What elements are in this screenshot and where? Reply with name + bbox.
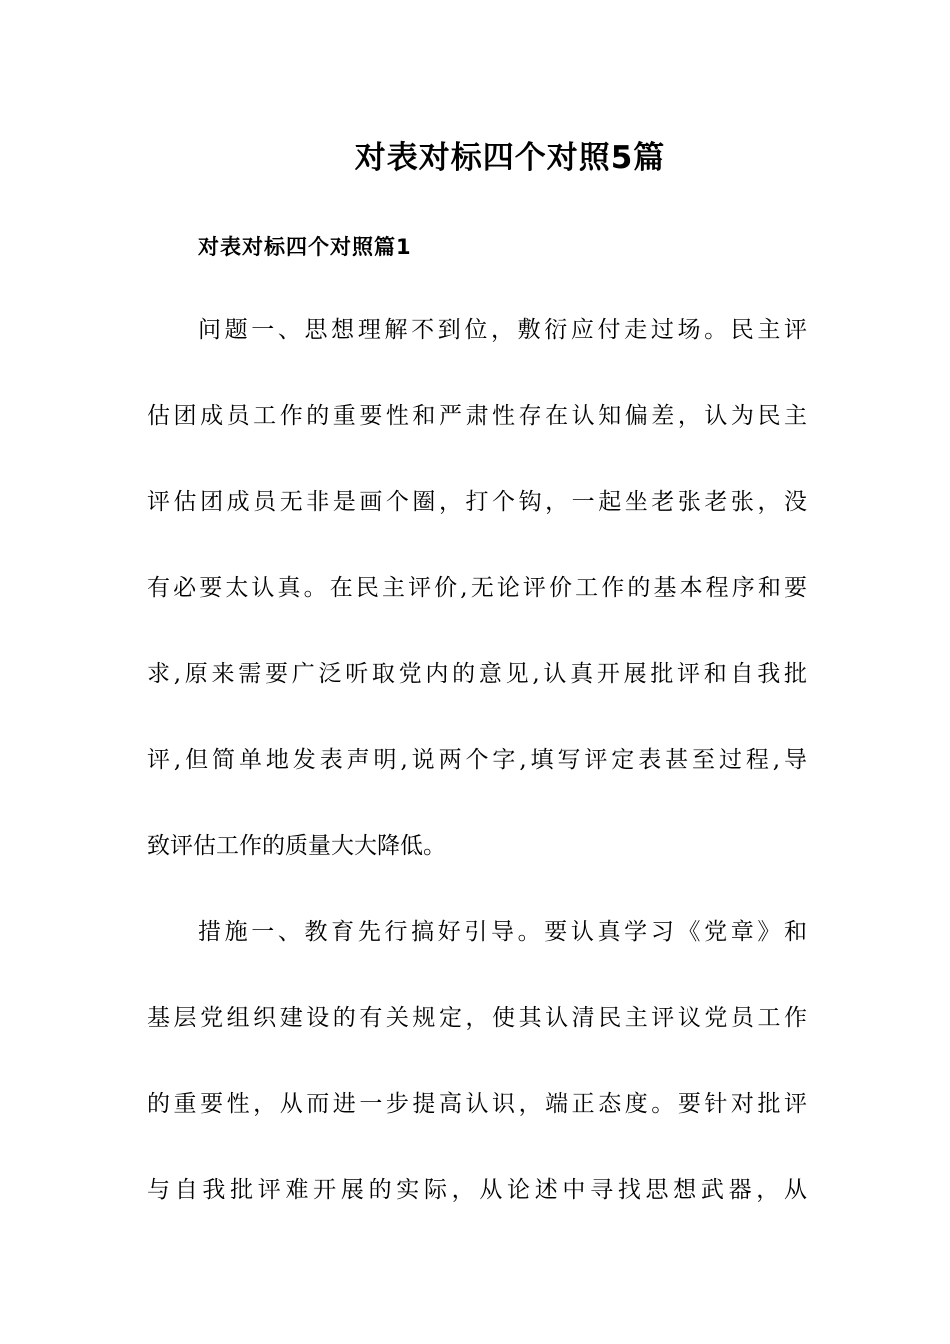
- paragraph-line: 的重要性，从而进一步提高认识，端正态度。要针对批评: [147, 1091, 807, 1117]
- paragraph-line: 措施一、教育先行搞好引导。要认真学习《党章》和: [198, 919, 807, 945]
- paragraph-line: 与自我批评难开展的实际，从论述中寻找思想武器，从: [147, 1177, 807, 1203]
- paragraph-line: 有必要太认真。在民主评价,无论评价工作的基本程序和要: [147, 575, 807, 601]
- paragraph-line: 评估团成员无非是画个圈，打个钩，一起坐老张老张，没: [147, 489, 807, 515]
- paragraph-line: 问题一、思想理解不到位，敷衍应付走过场。民主评: [198, 317, 807, 343]
- paragraph-line: 致评估工作的质量大大降低。: [147, 833, 446, 859]
- paragraph-line: 估团成员工作的重要性和严肃性存在认知偏差，认为民主: [147, 403, 807, 429]
- paragraph-line: 评,但简单地发表声明,说两个字,填写评定表甚至过程,导: [147, 747, 807, 773]
- document-title: 对表对标四个对照5篇: [354, 140, 666, 176]
- paragraph-line: 求,原来需要广泛听取党内的意见,认真开展批评和自我批: [147, 661, 807, 687]
- paragraph-line: 基层党组织建设的有关规定，使其认清民主评议党员工作: [147, 1005, 807, 1031]
- section-heading: 对表对标四个对照篇1: [198, 235, 412, 259]
